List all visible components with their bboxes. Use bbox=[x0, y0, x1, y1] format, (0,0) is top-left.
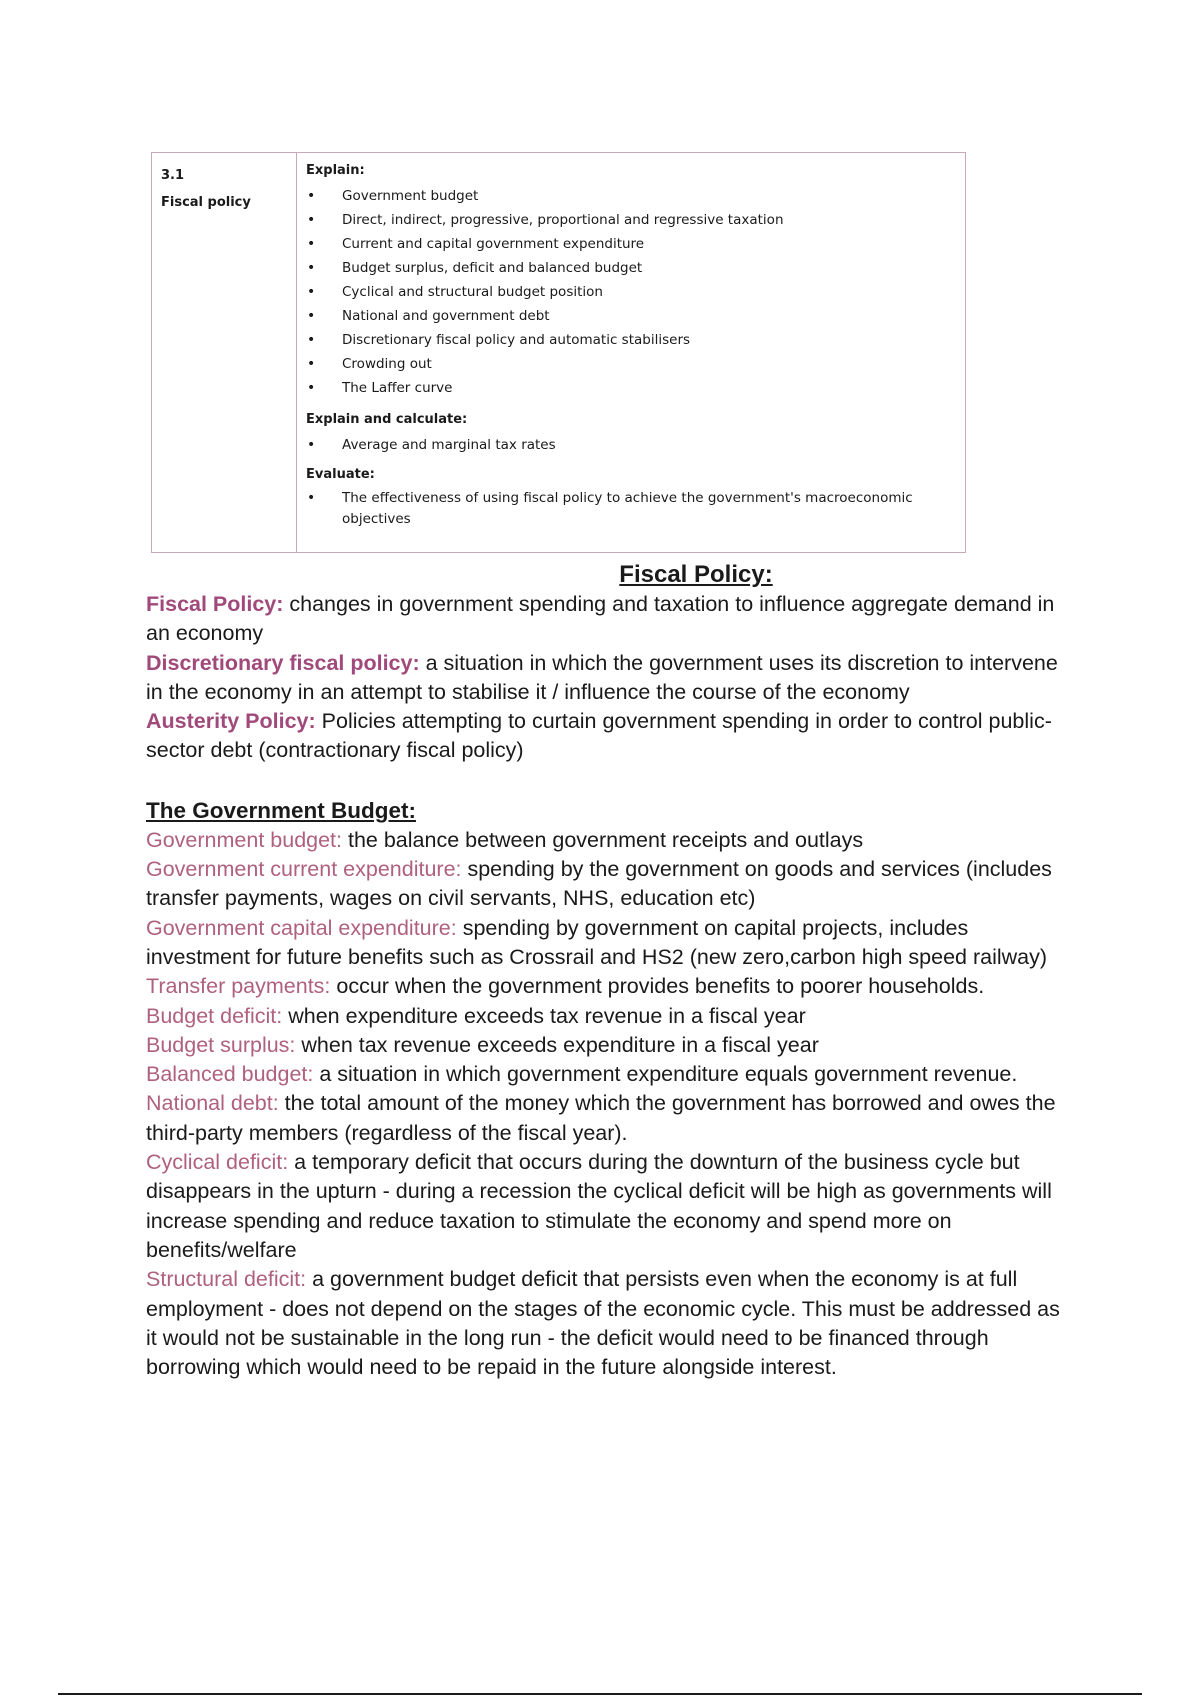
definition-text: when tax revenue exceeds expenditure in a fiscal year bbox=[295, 1032, 819, 1057]
list-item: • The effectiveness of using fiscal policy to achieve the government's macroeconomic objectives bbox=[306, 488, 965, 530]
definition-text: a government budget deficit that persists even when the economy is at full employment - does not depend on the stages of the economic cycle. This must be addressed as it would not be sustainable in the long run - the deficit would need to be financed through borrowing which would need to be repaid in the future alongside interest. bbox=[146, 1267, 1060, 1380]
spec-topic-cell bbox=[152, 153, 297, 552]
calculate-list bbox=[306, 433, 965, 457]
definition-text: a situation in which the government uses its discretion to intervene in the economy in an attempt to stabilise it / influence the course of the economy bbox=[146, 650, 1058, 704]
definition-term: Government budget: bbox=[146, 827, 343, 852]
definition-term: Transfer payments: bbox=[146, 974, 331, 999]
list-item: • National and government debt bbox=[306, 304, 965, 328]
evaluate-heading: Evaluate: bbox=[306, 467, 375, 482]
calculate-heading: Explain and calculate: bbox=[306, 412, 468, 427]
specification-table bbox=[151, 152, 966, 553]
list-item: • Government budget bbox=[306, 184, 965, 208]
definition-paragraph bbox=[146, 914, 1076, 973]
definition-paragraph bbox=[146, 1060, 1076, 1089]
definition-text: the balance between government receipts and outlays bbox=[342, 827, 864, 852]
definition-paragraph bbox=[146, 1002, 1076, 1031]
spec-topic: Fiscal policy bbox=[161, 195, 251, 210]
definition-text: Policies attempting to curtain government spending in order to control public-sector debt (contractionary fiscal policy) bbox=[146, 709, 1052, 763]
definition-paragraph bbox=[146, 826, 1076, 855]
list-item: • Direct, indirect, progressive, proportional and regressive taxation bbox=[306, 208, 965, 232]
definition-term: Government current expenditure: bbox=[146, 857, 462, 882]
list-item: • Discretionary fiscal policy and automatic stabilisers bbox=[306, 328, 965, 352]
budget-heading: The Government Budget: bbox=[146, 797, 417, 823]
explain-list bbox=[306, 184, 965, 400]
definition-paragraph bbox=[146, 972, 1076, 1001]
list-item: • Budget surplus, deficit and balanced budget bbox=[306, 256, 965, 280]
definition-paragraph bbox=[146, 1265, 1076, 1382]
list-item: • Average and marginal tax rates bbox=[306, 433, 965, 457]
list-item: • Current and capital government expenditure bbox=[306, 232, 965, 256]
definition-text: spending by government on capital projects, includes investment for future benefits such as Crossrail and HS2 (new zero,carbon high speed railway) bbox=[146, 915, 1048, 969]
definition-text: spending by the government on goods and services (includes transfer payments, wages on civil servants, NHS, education etc) bbox=[146, 857, 1052, 911]
list-item: • Cyclical and structural budget position bbox=[306, 280, 965, 304]
definition-paragraph bbox=[146, 855, 1076, 914]
definition-term: Discretionary fiscal policy: bbox=[146, 650, 420, 675]
definition-term: Balanced budget: bbox=[146, 1062, 314, 1087]
evaluate-list bbox=[306, 488, 965, 530]
definition-text: when expenditure exceeds tax revenue in a fiscal year bbox=[282, 1003, 806, 1028]
explain-heading: Explain: bbox=[306, 163, 365, 178]
definition-paragraph bbox=[146, 649, 1076, 708]
page-title: Fiscal Policy: bbox=[619, 561, 773, 588]
definition-paragraph bbox=[146, 590, 1076, 649]
definition-text: a temporary deficit that occurs during the downturn of the business cycle but disappears in the upturn - during a recession the cyclical deficit will be high as governments will increase spending and reduce taxation to stimulate the economy and spend more on benefits/welfare bbox=[146, 1150, 1052, 1262]
list-item: • The Laffer curve bbox=[306, 376, 965, 400]
definition-term: Austerity Policy: bbox=[146, 709, 316, 734]
definition-text: a situation in which government expenditure equals government revenue. bbox=[313, 1062, 1018, 1087]
definition-text: changes in government spending and taxation to influence aggregate demand in an economy bbox=[146, 592, 1055, 646]
definition-term: Structural deficit: bbox=[146, 1267, 307, 1292]
definition-term: Fiscal Policy: bbox=[146, 592, 284, 616]
definition-term: Government capital expenditure: bbox=[146, 915, 457, 940]
definition-term: Cyclical deficit: bbox=[146, 1150, 289, 1175]
notes-body bbox=[146, 560, 1076, 1382]
definition-paragraph bbox=[146, 1031, 1076, 1060]
footer-rule bbox=[58, 1693, 1142, 1695]
spec-code: 3.1 bbox=[161, 168, 185, 183]
definition-term: National debt: bbox=[146, 1091, 279, 1116]
definition-term: Budget surplus: bbox=[146, 1032, 296, 1057]
list-item: • Crowding out bbox=[306, 352, 965, 376]
definition-text: occur when the government provides benefits to poorer households. bbox=[330, 974, 985, 999]
definition-paragraph bbox=[146, 1089, 1076, 1148]
definition-paragraph bbox=[146, 1148, 1076, 1265]
definition-text: the total amount of the money which the government has borrowed and owes the third-party members (regardless of the fiscal year). bbox=[146, 1091, 1056, 1145]
spec-content-cell bbox=[297, 153, 965, 552]
definition-paragraph bbox=[146, 707, 1076, 766]
definition-term: Budget deficit: bbox=[146, 1003, 283, 1028]
